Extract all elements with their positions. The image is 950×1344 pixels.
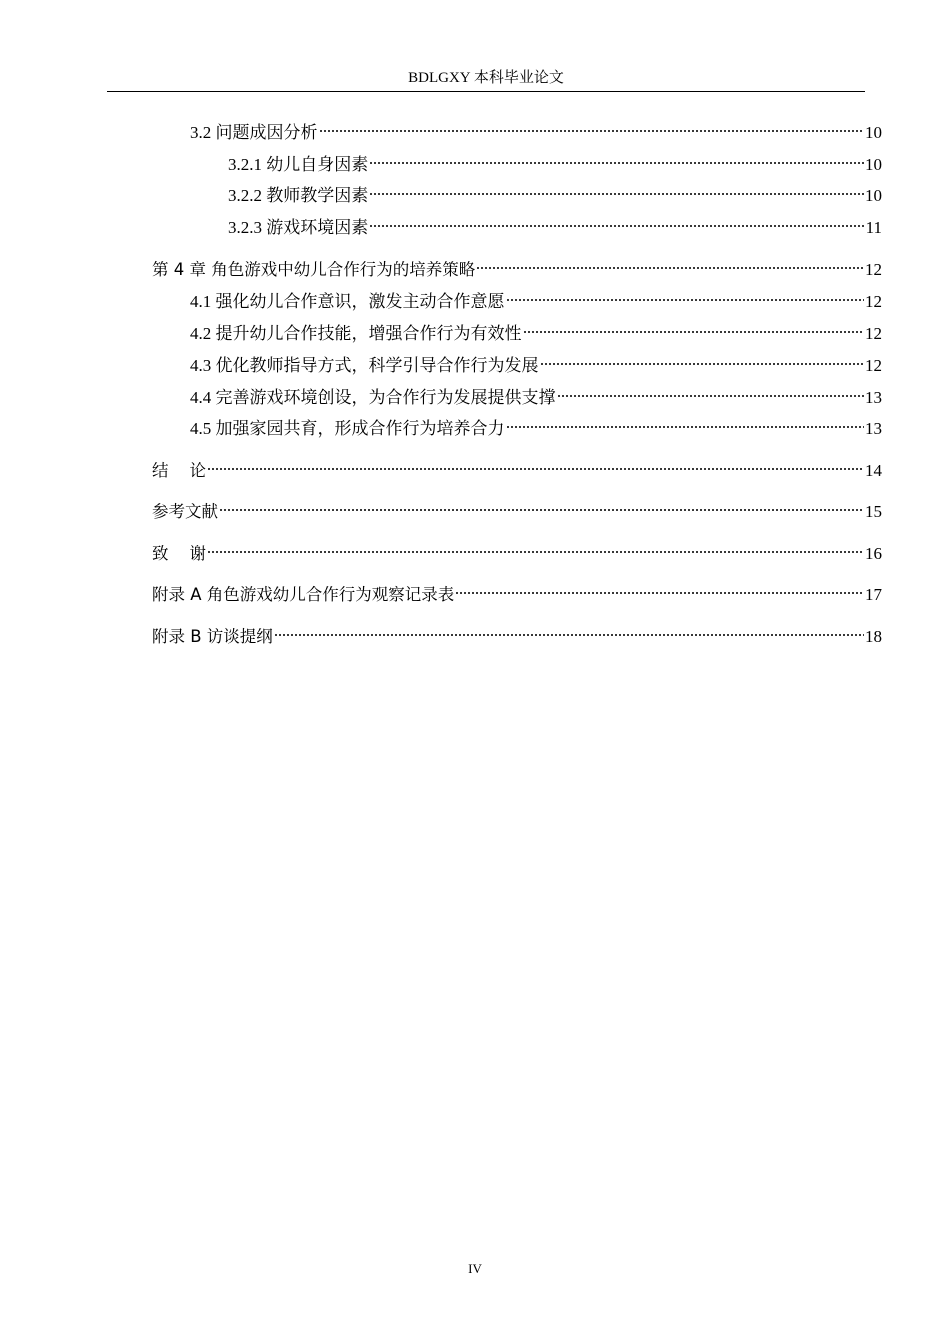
toc-dot-leader (219, 507, 864, 513)
toc-entry[interactable] (190, 386, 882, 410)
toc-entry-title: 4.1 强化幼儿合作意识，激发主动合作意愿 (190, 292, 505, 311)
toc-entry-title: 3.2.3 游戏环境因素 (228, 218, 369, 237)
toc-entry-title: 3.2.2 教师教学因素 (228, 186, 369, 205)
toc-entry-page: 15 (865, 502, 882, 521)
toc-entry-page: 17 (865, 585, 882, 604)
toc-entry-page: 12 (865, 260, 882, 279)
toc-dot-leader (207, 466, 864, 472)
toc-dot-leader (369, 191, 864, 197)
toc-entry[interactable] (190, 417, 882, 441)
toc-dot-leader (506, 424, 865, 430)
toc-entry-title: 附录 A 角色游戏幼儿合作行为观察记录表 (152, 585, 455, 604)
toc-dot-leader (455, 590, 864, 596)
toc-entry-title: 致 谢 (152, 544, 206, 563)
toc-entry-page: 12 (865, 356, 882, 375)
toc-entry-title: 3.2 问题成因分析 (190, 123, 318, 142)
toc-entry[interactable] (152, 459, 882, 483)
toc-entry[interactable] (228, 184, 882, 208)
toc-dot-leader (274, 632, 864, 638)
toc-entry-page: 12 (865, 292, 882, 311)
toc-dot-leader (476, 265, 864, 271)
toc-entry-page: 16 (865, 544, 882, 563)
toc-entry[interactable] (152, 500, 882, 524)
toc-entry-title: 第 4 章 角色游戏中幼儿合作行为的培养策略 (152, 260, 476, 279)
toc-entry-page: 10 (865, 186, 882, 205)
page-header: BDLGXY 本科毕业论文 (408, 70, 564, 86)
toc-entry-title: 3.2.1 幼儿自身因素 (228, 155, 369, 174)
toc-entry-page: 10 (865, 155, 882, 174)
toc-dot-leader (506, 297, 865, 303)
toc-entry-title: 附录 B 访谈提纲 (152, 627, 273, 646)
toc-dot-leader (540, 361, 865, 367)
toc-entry[interactable] (152, 258, 882, 282)
toc-entry-page: 11 (865, 218, 882, 237)
toc-entry[interactable] (190, 121, 882, 145)
toc-dot-leader (207, 549, 864, 555)
toc-entry-title: 4.5 加强家园共育，形成合作行为培养合力 (190, 419, 505, 438)
toc-entry-title: 4.3 优化教师指导方式，科学引导合作行为发展 (190, 356, 539, 375)
page-number: IV (468, 1261, 482, 1276)
toc-entry[interactable] (190, 322, 882, 346)
toc-dot-leader (369, 223, 864, 229)
toc-entry-title: 结 论 (152, 461, 206, 480)
toc-entry-page: 18 (865, 627, 882, 646)
toc-dot-leader (319, 128, 865, 134)
toc-entry-title: 4.4 完善游戏环境创设，为合作行为发展提供支撑 (190, 388, 556, 407)
toc-entry-page: 12 (865, 324, 882, 343)
toc-entry-page: 13 (865, 419, 882, 438)
toc-dot-leader (557, 393, 865, 399)
toc-entry[interactable] (190, 290, 882, 314)
toc-entry[interactable] (228, 216, 882, 240)
toc-entry-page: 14 (865, 461, 882, 480)
toc-dot-leader (369, 160, 864, 166)
toc-dot-leader (523, 329, 865, 335)
toc-entry-page: 10 (865, 123, 882, 142)
toc-entry-title: 参考文献 (152, 502, 218, 521)
toc-entry[interactable] (152, 625, 882, 649)
toc-entry[interactable] (190, 354, 882, 378)
toc-entry-page: 13 (865, 388, 882, 407)
toc-entry-title: 4.2 提升幼儿合作技能，增强合作行为有效性 (190, 324, 522, 343)
toc-entry[interactable] (152, 583, 882, 607)
toc-entry[interactable] (228, 153, 882, 177)
toc-entry[interactable] (152, 542, 882, 566)
